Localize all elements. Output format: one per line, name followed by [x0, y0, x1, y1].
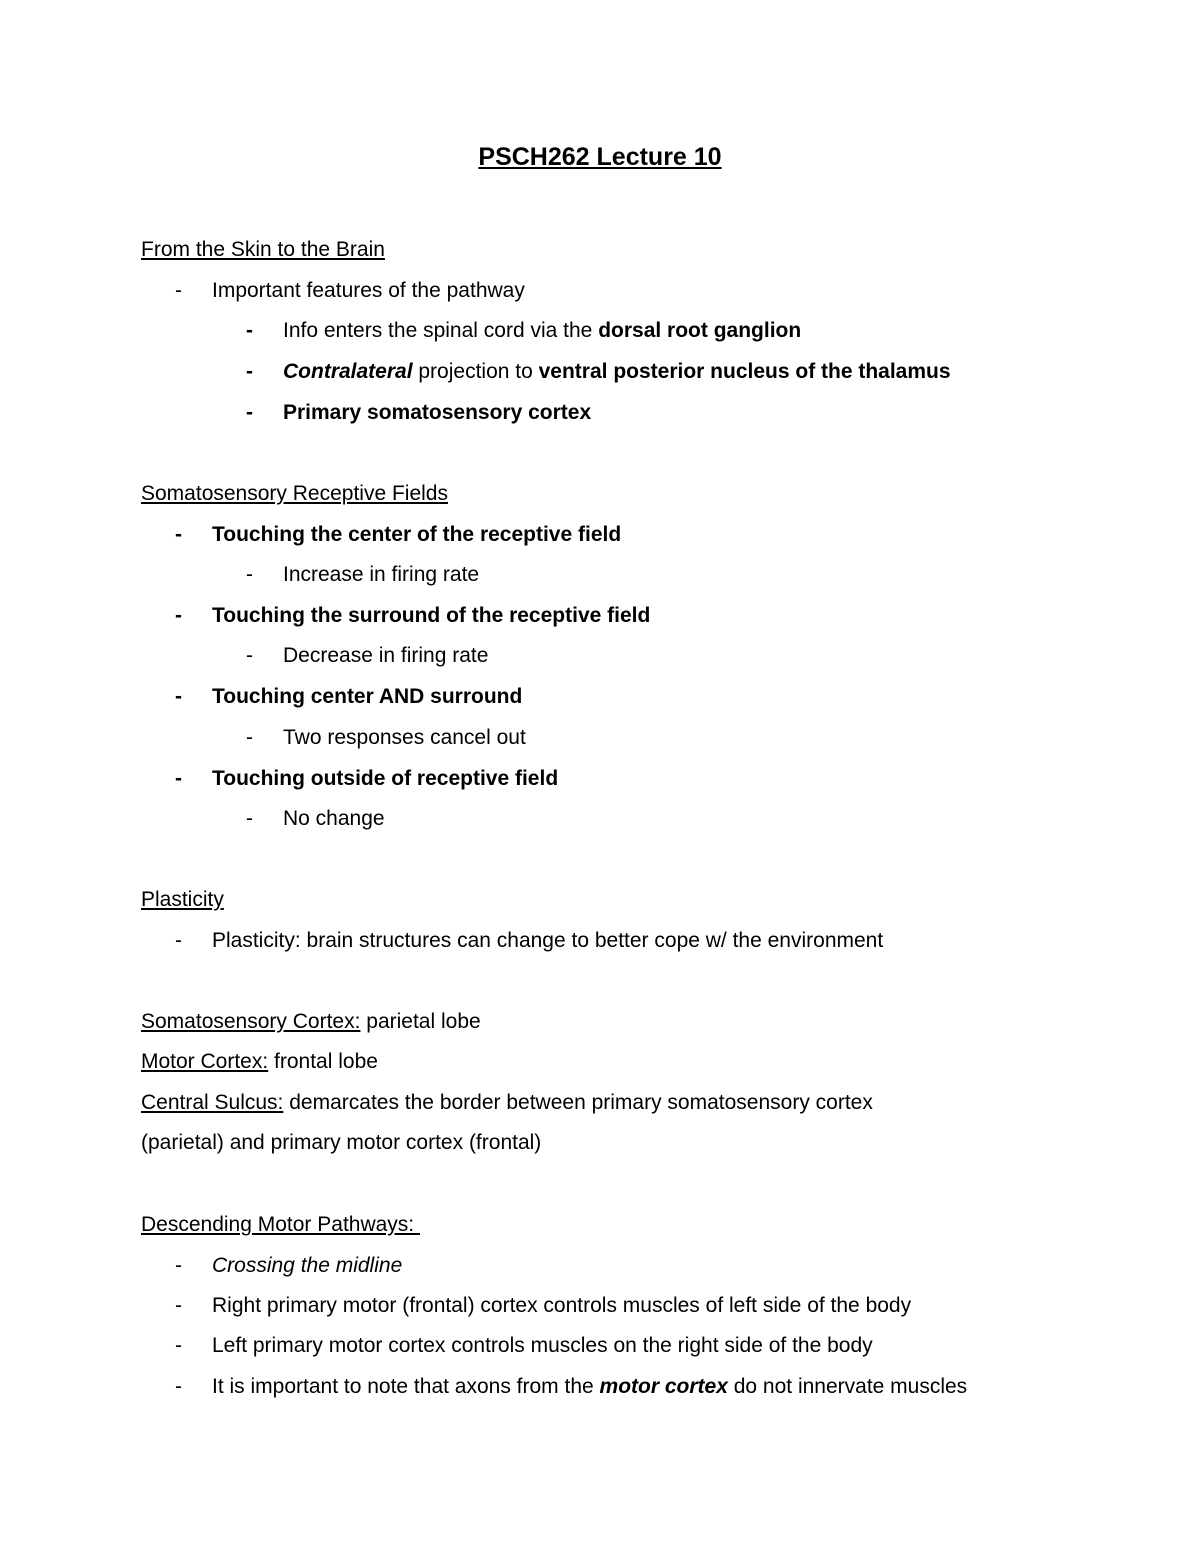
- bullet-dash: -: [246, 644, 253, 667]
- list-item: Increase in firing rate: [283, 563, 480, 586]
- bullet-dash: -: [175, 523, 182, 546]
- page-title: PSCH262 Lecture 10: [478, 143, 722, 171]
- section-heading-receptive-fields: Somatosensory Receptive Fields: [141, 482, 448, 505]
- bullet-dash: -: [175, 929, 182, 952]
- list-item: Right primary motor (frontal) cortex controls muscles of left side of the body: [212, 1294, 912, 1317]
- bullet-dash: -: [175, 767, 182, 790]
- list-item: Touching the surround of the receptive field: [212, 604, 651, 627]
- bullet-dash: -: [246, 563, 253, 586]
- bullet-dash: -: [246, 807, 253, 830]
- list-item: Primary somatosensory cortex: [283, 401, 592, 424]
- bullet-dash: -: [175, 1375, 182, 1398]
- definition-motor-cortex: Motor Cortex: frontal lobe: [141, 1050, 378, 1073]
- list-item: Important features of the pathway: [212, 279, 525, 302]
- bullet-dash: -: [175, 1334, 182, 1357]
- section-heading-plasticity: Plasticity: [141, 888, 224, 911]
- bullet-dash: -: [246, 319, 253, 342]
- list-item: Touching outside of receptive field: [212, 767, 559, 790]
- definition-central-sulcus-continued: (parietal) and primary motor cortex (frontal): [141, 1131, 542, 1154]
- list-item: Crossing the midline: [212, 1254, 403, 1277]
- list-item: No change: [283, 807, 385, 830]
- list-item: Plasticity: brain structures can change to better cope w/ the environment: [212, 929, 884, 952]
- bullet-dash: -: [246, 726, 253, 749]
- list-item: Contralateral projection to ventral posterior nucleus of the thalamus: [283, 360, 951, 383]
- definition-somatosensory-cortex: Somatosensory Cortex: parietal lobe: [141, 1010, 481, 1033]
- bullet-dash: -: [175, 279, 182, 302]
- bullet-dash: -: [246, 401, 253, 424]
- list-item: Info enters the spinal cord via the dorsal root ganglion: [283, 319, 802, 342]
- bullet-dash: -: [175, 1254, 182, 1277]
- bullet-dash: -: [175, 685, 182, 708]
- list-item: Touching center AND surround: [212, 685, 523, 708]
- bullet-dash: -: [175, 1294, 182, 1317]
- list-item: Decrease in firing rate: [283, 644, 489, 667]
- list-item: It is important to note that axons from the motor cortex do not innervate muscles: [212, 1375, 968, 1398]
- section-heading-skin-to-brain: From the Skin to the Brain: [141, 238, 385, 261]
- bullet-dash: -: [246, 360, 253, 383]
- bullet-dash: -: [175, 604, 182, 627]
- list-item: Touching the center of the receptive field: [212, 523, 622, 546]
- definition-central-sulcus: Central Sulcus: demarcates the border between primary somatosensory cortex: [141, 1091, 873, 1114]
- list-item: Two responses cancel out: [283, 726, 526, 749]
- section-heading-descending-motor-pathways: Descending Motor Pathways:: [141, 1213, 420, 1236]
- list-item: Left primary motor cortex controls muscles on the right side of the body: [212, 1334, 873, 1357]
